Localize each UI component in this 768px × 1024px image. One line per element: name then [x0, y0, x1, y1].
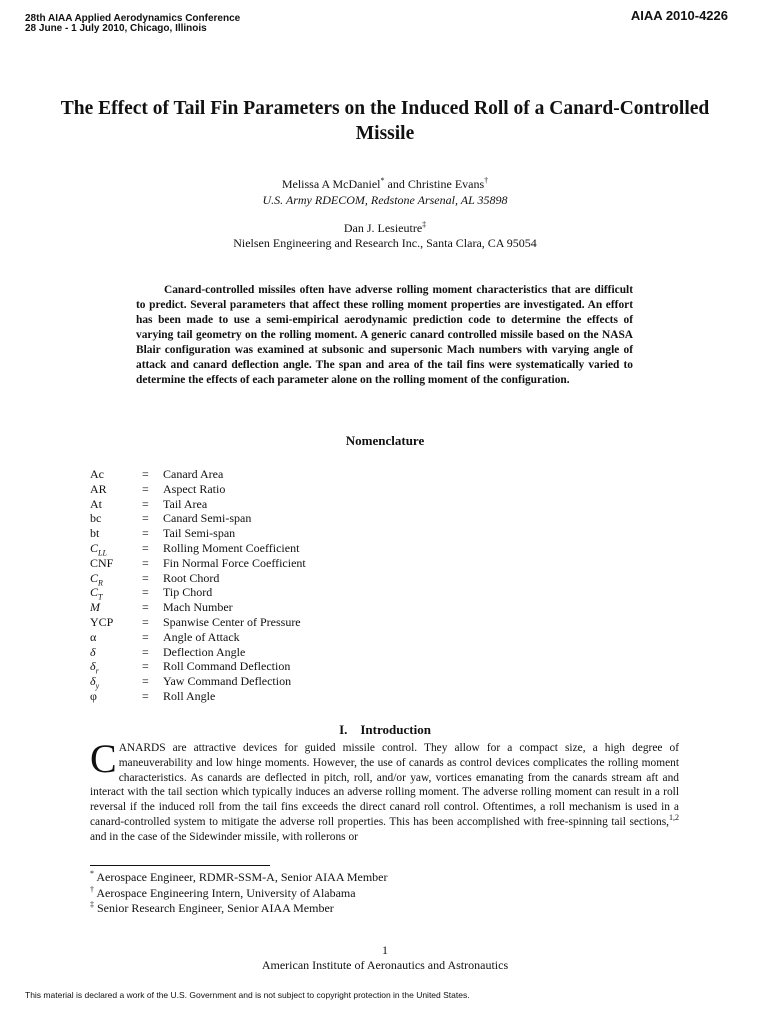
equals-sign: =: [142, 555, 149, 570]
conference-name: 28th AIAA Applied Aerodynamics Conference: [25, 13, 241, 24]
symbol-text: C: [90, 570, 99, 585]
nomenclature-definition: Root Chord: [163, 570, 220, 585]
symbol-text: C: [90, 541, 99, 555]
footnote: [90, 886, 356, 901]
author-conjunction: and: [387, 177, 405, 191]
nomenclature-definition: Yaw Command Deflection: [163, 674, 292, 689]
nomenclature-definition: Angle of Attack: [163, 629, 240, 644]
equals-sign: =: [142, 600, 149, 615]
affiliation: Nielsen Engineering and Research Inc., Santa Clara, CA 95054: [233, 236, 537, 250]
nomenclature-definition: Tail Semi-span: [163, 526, 236, 541]
paper-id: AIAA 2010-4226: [630, 8, 728, 23]
symbol-text: Ac: [90, 467, 104, 481]
equals-sign: =: [142, 570, 149, 585]
equals-sign: =: [142, 526, 149, 541]
symbol-text: bt: [90, 526, 100, 541]
nomenclature-definition: Fin Normal Force Coefficient: [163, 555, 306, 570]
nomenclature-definition: Deflection Angle: [163, 644, 246, 659]
author-line-2: [60, 221, 710, 236]
symbol-subscript: r: [95, 666, 99, 676]
equals-sign: =: [142, 689, 149, 703]
equals-sign: =: [142, 481, 149, 496]
equals-sign: =: [142, 659, 149, 674]
equals-sign: =: [142, 496, 149, 511]
nomenclature-symbol: [90, 511, 101, 526]
nomenclature-definition: Roll Angle: [163, 689, 216, 703]
author-name: Melissa A McDaniel: [281, 177, 381, 191]
nomenclature-symbol: [90, 630, 96, 645]
equals-sign: =: [142, 674, 149, 689]
symbol-subscript: y: [95, 681, 100, 691]
symbol-text: AR: [90, 481, 107, 496]
footnote-mark: †: [484, 176, 489, 185]
symbol-text: At: [90, 496, 102, 511]
abstract: Canard-controlled missiles often have adverse rolling moment characteristics that are difficult to predict. Several parameters that affect these rolling moment properties are investigated. An effort has been made to use a semi-empirical aerodynamic prediction code to determine the effects of varying tail geometry on the rolling moment. A generic canard controlled missile based on the NASA Blair configuration was examined at subsonic and supersonic Mach numbers with varying angle of attack and canard deflection angle. The span and area of the tail fins were systematically varied to determine the effects of each parameter alone on the rolling moment of the configuration.: [136, 284, 633, 386]
footnote: [90, 901, 334, 916]
nomenclature-symbol: [90, 600, 100, 615]
symbol-text: C: [90, 585, 99, 600]
nomenclature-symbol: [90, 467, 104, 482]
equals-sign: =: [142, 511, 149, 526]
nomenclature-definition: Canard Semi-span: [163, 511, 252, 526]
drop-cap: C: [90, 736, 117, 781]
nomenclature-symbol: [90, 526, 99, 541]
footnote-mark: ‡: [422, 220, 427, 229]
equals-sign: =: [142, 467, 149, 481]
footnote-text: Senior Research Engineer, Senior AIAA Member: [97, 901, 334, 915]
symbol-text: φ: [90, 689, 97, 703]
equals-sign: =: [142, 629, 149, 644]
nomenclature-heading: Nomenclature: [345, 433, 425, 448]
equals-sign: =: [142, 541, 149, 555]
footnote-text: Aerospace Engineer, RDMR-SSM-A, Senior AIAA Member: [96, 870, 388, 884]
publisher: American Institute of Aeronautics and Astronautics: [261, 958, 509, 972]
nomenclature-symbol: [90, 556, 113, 571]
symbol-subscript: T: [98, 592, 103, 602]
citation: 1,2: [669, 813, 679, 823]
footnote-text: Aerospace Engineering Intern, University of Alabama: [96, 886, 356, 900]
symbol-text: YCP: [90, 615, 114, 629]
author-name: Dan J. Lesieutre: [343, 221, 423, 235]
symbol-text: bc: [90, 511, 102, 526]
symbol-text: CNF: [90, 555, 114, 570]
footnote-mark: *: [380, 176, 385, 185]
paragraph-text: ANARDS are attractive devices for guided missile control. They allow for a compact size, a high degree of maneuverability and low hinge moments. However, the use of canards as control devices complicates the rolling moment characteristics. As canards are deflected in pitch, roll, and/or yaw, vortices emanating from the canards stream aft and interact with the tail section which typically induces an adverse rolling moment. The adverse rolling moment can result in a roll reversal if the induced roll from the tail fins exceeds the direct canard roll control. Oftentimes, a roll mechanism is used in a canard-controlled system to mitigate the adverse roll properties. This has been accomplished with free-spinning tail sections,: [90, 742, 679, 828]
footnote-mark: *: [90, 869, 94, 878]
nomenclature-definition: Roll Command Deflection: [163, 659, 291, 674]
symbol-text: M: [90, 600, 100, 615]
introduction-paragraph: [90, 736, 679, 845]
author-line-1: [60, 177, 710, 192]
paper-title: The Effect of Tail Fin Parameters on the Induced Roll of a Canard-Controlled Missile: [60, 98, 710, 144]
equals-sign: =: [142, 644, 149, 659]
nomenclature-definition: Aspect Ratio: [163, 481, 226, 496]
footnote: [90, 870, 387, 885]
nomenclature-definition: Rolling Moment Coefficient: [163, 541, 300, 555]
nomenclature-symbol: [90, 689, 97, 704]
footnote-mark: ‡: [90, 900, 94, 909]
nomenclature-definition: Mach Number: [163, 600, 233, 615]
nomenclature-definition: Canard Area: [163, 467, 224, 481]
page-number: 1: [382, 943, 388, 957]
equals-sign: =: [142, 615, 149, 629]
footnote-mark: †: [90, 885, 94, 894]
symbol-text: δ: [90, 644, 96, 659]
nomenclature-symbol: [90, 497, 102, 512]
symbol-text: α: [90, 629, 97, 644]
nomenclature-symbol: [90, 482, 107, 497]
symbol-text: δ: [90, 674, 96, 689]
nomenclature-symbol: [90, 645, 96, 660]
nomenclature-definition: Tail Area: [163, 496, 208, 511]
copyright-notice: This material is declared a work of the U.S. Government and is not subject to copyright protection in the United States.: [25, 990, 470, 1000]
nomenclature-definition: Spanwise Center of Pressure: [163, 615, 301, 629]
section-heading: I. Introduction: [339, 722, 431, 737]
author-name: Christine Evans: [407, 177, 485, 191]
nomenclature-definition: Tip Chord: [163, 585, 213, 600]
equals-sign: =: [142, 585, 149, 600]
symbol-text: δ: [90, 659, 96, 674]
affiliation: U.S. Army RDECOM, Redstone Arsenal, AL 35898: [262, 193, 508, 207]
symbol-subscript: R: [98, 577, 103, 587]
nomenclature-symbol: [90, 615, 113, 630]
footnote-divider: [90, 865, 270, 866]
paragraph-text: and in the case of the Sidewinder missile, with rollerons or: [90, 830, 358, 843]
symbol-subscript: LL: [98, 548, 107, 558]
conference-dates: 28 June - 1 July 2010, Chicago, Illinois: [25, 23, 207, 34]
